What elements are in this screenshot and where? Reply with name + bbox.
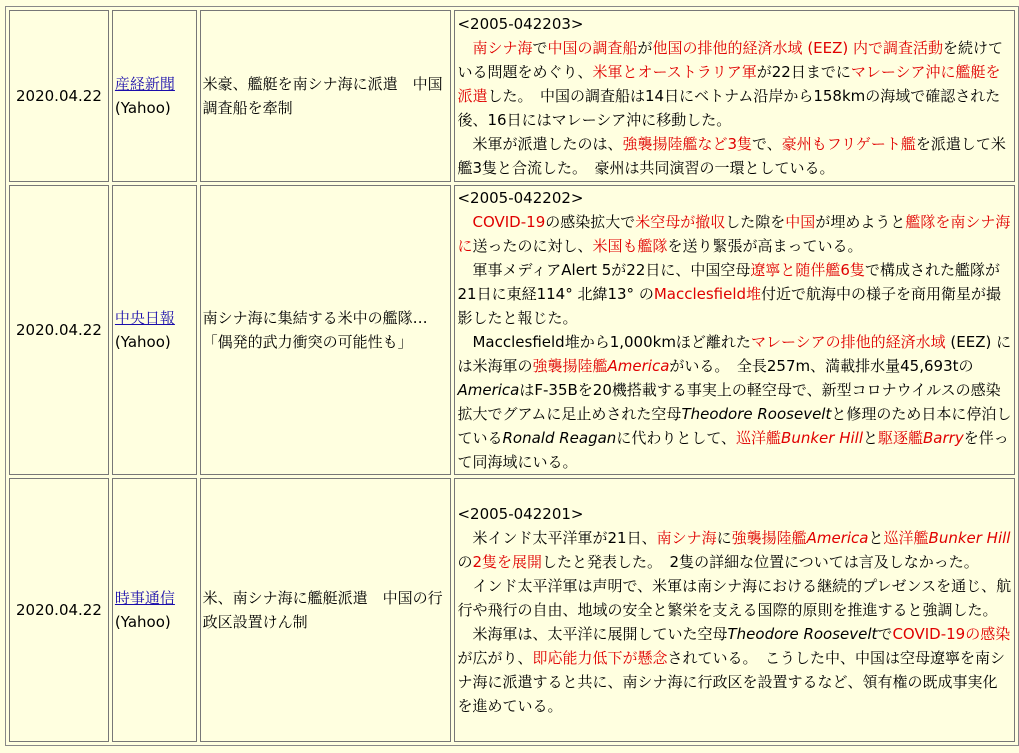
body-text: はF-35Bを20機搭載する事実上の軽空母で、新型コロナウイルスの感染拡大でグアムに足止めされた空母 <box>457 381 1001 423</box>
body-text: を伴って同海域にいる。 <box>457 429 1009 471</box>
article-paragraph <box>457 622 1012 718</box>
body-text: がいる。 全長257m、満載排水量45,693tの <box>669 357 974 375</box>
body-text: 米海軍は、太平洋に展開していた空母 <box>472 625 728 643</box>
highlight-text: America <box>806 529 869 547</box>
highlight-text: 米国も艦隊 <box>592 237 668 255</box>
body-text: 米軍が派遣したのは、 <box>472 135 623 153</box>
body-text: の <box>457 553 473 571</box>
highlight-text: 豪州もフリゲート艦 <box>781 135 916 153</box>
table-row <box>9 185 1015 475</box>
highlight-text: 艦隊を南シナ海に <box>457 213 1011 255</box>
body-text: に代わりとして、 <box>616 429 737 447</box>
highlight-text: 中国 <box>785 213 816 231</box>
article-paragraph <box>457 36 1012 132</box>
article-paragraph <box>457 330 1012 474</box>
body-text: America <box>457 381 520 399</box>
body-text: したと発表した。 2隻の詳細な位置については言及しなかった。 <box>542 553 979 571</box>
highlight-text: 米軍とオーストラリア軍 <box>592 63 757 81</box>
highlight-text: America <box>607 357 670 375</box>
body-text: (EEZ) には米海軍の <box>457 333 1012 375</box>
body-text: Macclesfield堆から1,000kmほど離れた <box>472 333 751 351</box>
body-text: で <box>532 39 548 57</box>
date-cell: 2020.04.22 <box>9 185 109 475</box>
table-row <box>9 10 1015 182</box>
article-cell <box>454 478 1015 742</box>
article-code: <2005-042202> <box>457 189 584 207</box>
highlight-text: Bunker Hill <box>781 429 863 447</box>
article-paragraph <box>457 132 1012 180</box>
source-link[interactable]: 中央日報 <box>114 309 175 327</box>
highlight-text: マレーシア沖に艦艇を派遣 <box>457 63 1001 105</box>
news-table <box>5 6 1019 746</box>
table-row <box>9 478 1015 742</box>
highlight-text: 強襲揚陸艦 <box>731 529 807 547</box>
article-body <box>457 36 1012 180</box>
headline-cell: 南シナ海に集結する米中の艦隊…「偶発的武力衝突の可能性も」 <box>200 185 452 475</box>
body-text: Theodore Roosevelt <box>681 405 832 423</box>
headline-cell: 米、南シナ海に艦艇派遣 中国の行政区設置けん制 <box>200 478 452 742</box>
body-text: で、 <box>752 135 782 153</box>
source-cell <box>112 10 197 182</box>
body-text: で構成された艦隊が21日に東経114° 北緯13° の <box>457 261 1000 303</box>
body-text: の感染拡大で <box>545 213 636 231</box>
highlight-text: 駆逐艦 <box>878 429 924 447</box>
body-text: インド太平洋軍は声明で、米軍は南シナ海における継続的プレゼンスを通じ、航行や飛行の自由、地域の安全と繁栄を支える国際的原則を推進すると強調した。 <box>457 577 1012 619</box>
body-text: を送り緊張が高まっている。 <box>667 237 863 255</box>
body-text: Theodore Roosevelt <box>727 625 878 643</box>
article-paragraph <box>457 526 1012 574</box>
source-via: (Yahoo) <box>114 333 171 351</box>
article-code: <2005-042203> <box>457 15 584 33</box>
body-text: に <box>716 529 732 547</box>
source-via: (Yahoo) <box>114 613 171 631</box>
article-body <box>457 210 1012 474</box>
highlight-text: 南シナ海 <box>472 39 533 57</box>
article-cell <box>454 10 1015 182</box>
highlight-text: 南シナ海 <box>656 529 717 547</box>
highlight-text: Macclesfield堆 <box>653 285 762 303</box>
date-cell: 2020.04.22 <box>9 10 109 182</box>
highlight-text: COVID-19の感染 <box>892 625 1011 643</box>
body-text: を続けている問題をめぐり、 <box>457 39 1004 81</box>
body-text: と <box>868 529 884 547</box>
body-text: Ronald Reagan <box>502 429 617 447</box>
article-paragraph <box>457 574 1012 622</box>
article-paragraph <box>457 210 1012 258</box>
body-text: と修理のため日本に停泊している <box>457 405 1012 447</box>
highlight-text: Bunker Hill <box>928 529 1011 547</box>
body-text: が広がり、 <box>457 649 533 667</box>
body-text: 付近で航海中の様子を商用衛星が撮影したと報じた。 <box>457 285 1002 327</box>
highlight-text: 巡洋艦 <box>736 429 782 447</box>
highlight-text: 即応能力低下が懸念 <box>532 649 668 667</box>
body-text: が埋めようと <box>815 213 906 231</box>
body-text: 送ったのに対し、 <box>472 237 593 255</box>
highlight-text: 中国の調査船 <box>547 39 638 57</box>
highlight-text: マレーシアの排他的経済水域 <box>750 333 946 351</box>
body-text: 米インド太平洋軍が21日、 <box>472 529 657 547</box>
body-text: が <box>637 39 653 57</box>
body-text: した。 中国の調査船は14日にベトナム沿岸から158kmの海域で確認された後、16日にはマレーシア沖に移動した。 <box>457 87 1001 129</box>
article-paragraph <box>457 258 1012 330</box>
article-cell <box>454 185 1015 475</box>
source-cell <box>112 185 197 475</box>
article-body <box>457 526 1012 718</box>
highlight-text: 強襲揚陸艦など3隻 <box>622 135 753 153</box>
article-code: <2005-042201> <box>457 505 584 523</box>
body-text: 軍事メディアAlert 5が22日に、中国空母 <box>472 261 751 279</box>
body-text: を派遣して米艦3隻と合流した。 豪州は共同演習の一環としている。 <box>457 135 1006 177</box>
highlight-text: 2隻を展開 <box>472 553 543 571</box>
highlight-text: 遼寧と随伴艦6隻 <box>750 261 865 279</box>
highlight-text: COVID-19 <box>472 213 546 231</box>
source-link[interactable]: 時事通信 <box>114 589 175 607</box>
highlight-text: Barry <box>923 429 964 447</box>
date-cell: 2020.04.22 <box>9 478 109 742</box>
body-text: されている。 こうした中、中国は空母遼寧を南シナ海に派遣すると共に、南シナ海に行政区を設置するなど、領有権の既成事実化を進めている。 <box>457 649 1006 715</box>
body-text: で <box>877 625 893 643</box>
headline-cell: 米豪、艦艇を南シナ海に派遣 中国調査船を牽制 <box>200 10 452 182</box>
body-text: が22日までに <box>756 63 851 81</box>
highlight-text: 米空母が撤収 <box>635 213 726 231</box>
source-via: (Yahoo) <box>114 99 171 117</box>
source-link[interactable]: 産経新聞 <box>114 75 175 93</box>
body-text: と <box>862 429 878 447</box>
highlight-text: 巡洋艦 <box>883 529 929 547</box>
body-text: した隙を <box>725 213 786 231</box>
source-cell <box>112 478 197 742</box>
highlight-text: 強襲揚陸艦 <box>532 357 608 375</box>
highlight-text: 他国の排他的経済水域 (EEZ) 内で調査活動 <box>652 39 944 57</box>
